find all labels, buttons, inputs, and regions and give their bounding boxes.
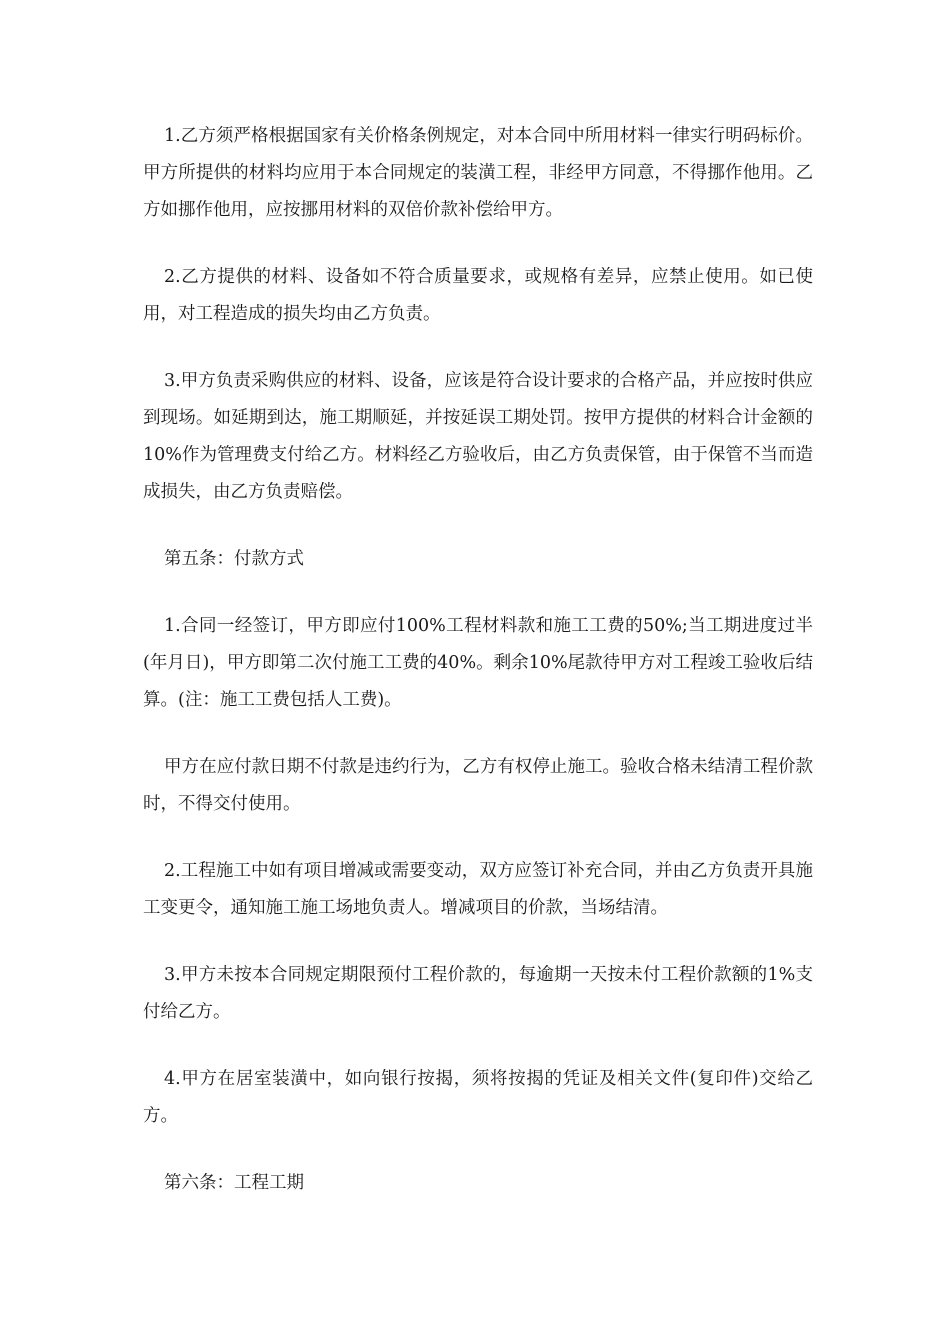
paragraph-gap (143, 1135, 813, 1165)
paragraph-project-changes: 2.工程施工中如有项目增减或需要变动，双方应签订补充合同，并由乙方负责开具施工变更令，通知施工施工场地负责人。增减项目的价款，当场结清。 (143, 861, 813, 918)
paragraph-mortgage: 4.甲方在居室装潢中，如向银行按揭，须将按揭的凭证及相关文件(复印件)交给乙方。 (143, 1069, 813, 1126)
paragraph-gap (143, 927, 813, 957)
paragraph-payment-default: 甲方在应付款日期不付款是违约行为，乙方有权停止施工。验收合格未结清工程价款时，不得交付使用。 (143, 757, 813, 814)
paragraph-materials-pricing: 1.乙方须严格根据国家有关价格条例规定，对本合同中所用材料一律实行明码标价。甲方所提供的材料均应用于本合同规定的装潢工程，非经甲方同意，不得挪作他用。乙方如挪作他用，应按挪用材料的双倍价款补偿给甲方。 (143, 126, 813, 220)
paragraph-materials-quality: 2.乙方提供的材料、设备如不符合质量要求，或规格有差异，应禁止使用。如已使用，对工程造成的损失均由乙方负责。 (143, 267, 813, 324)
paragraph-late-payment: 3.甲方未按本合同规定期限预付工程价款的，每逾期一天按未付工程价款额的1%支付给乙方。 (143, 965, 813, 1022)
section-heading-payment: 第五条：付款方式 (164, 549, 304, 569)
paragraph-gap (143, 578, 813, 608)
document-body (143, 118, 813, 1202)
paragraph-payment-schedule: 1.合同一经签订，甲方即应付100%工程材料款和施工工费的50%;当工期进度过半(年月日)，甲方即第二次付施工工费的40%。剩余10%尾款待甲方对工程竣工验收后结算。(注：施工工费包括人工费)。 (143, 616, 813, 710)
paragraph-gap (143, 823, 813, 853)
section-heading-schedule: 第六条：工程工期 (164, 1173, 304, 1193)
paragraph-gap (143, 333, 813, 363)
paragraph-materials-supply: 3.甲方负责采购供应的材料、设备，应该是符合设计要求的合格产品，并应按时供应到现场。如延期到达，施工期顺延，并按延误工期处罚。按甲方提供的材料合计金额的10%作为管理费支付给乙方。材料经乙方验收后，由乙方负责保管，由于保管不当而造成损失，由乙方负责赔偿。 (143, 371, 813, 502)
paragraph-gap (143, 511, 813, 541)
paragraph-gap (143, 1031, 813, 1061)
paragraph-gap (143, 719, 813, 749)
paragraph-gap (143, 229, 813, 259)
